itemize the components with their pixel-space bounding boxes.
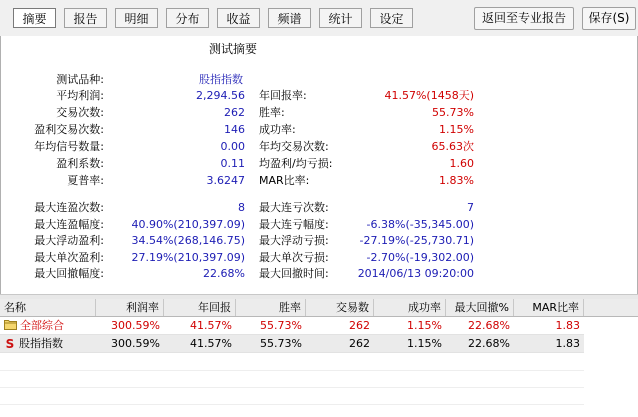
results-table <box>0 299 638 417</box>
tab-spectrum[interactable]: 频谱 <box>268 8 311 28</box>
right-metric-value: -6.38%(-35,345.00) <box>366 217 474 231</box>
left-metric-label: 交易次数: <box>56 106 104 119</box>
col-mar-ratio[interactable]: MAR比率 <box>514 299 584 316</box>
left-metric-value: 2,294.56 <box>196 89 245 102</box>
tab-settings[interactable]: 设定 <box>370 8 413 28</box>
summary-row <box>1 88 637 104</box>
cell-annual-return: 41.57% <box>190 337 232 350</box>
right-metric-label: 年均交易次数: <box>259 140 329 153</box>
right-metric-label: 最大回撤时间: <box>259 267 329 280</box>
cell-profit-rate: 300.59% <box>111 319 160 332</box>
table-row[interactable] <box>0 335 584 353</box>
right-metric-label: 最大浮动亏损: <box>259 234 329 247</box>
cell-success-rate: 1.15% <box>407 337 442 350</box>
left-metric-label: 盈利系数: <box>56 157 104 170</box>
left-metric-value: 262 <box>224 106 245 119</box>
right-metric-value: 55.73% <box>432 106 474 119</box>
summary-row <box>1 105 637 121</box>
right-metric-value: 65.63次 <box>431 140 474 153</box>
right-metric-value: 1.15% <box>439 123 474 136</box>
toolbar <box>0 0 638 37</box>
left-metric-value: 0.00 <box>220 140 245 153</box>
right-metric-label: 胜率: <box>259 106 285 119</box>
row-name-text: 全部综合 <box>20 319 64 332</box>
right-metric-value: 2014/06/13 09:20:00 <box>357 267 474 280</box>
left-metric-value: 22.68% <box>203 267 245 280</box>
folder-icon <box>4 318 17 335</box>
left-metric-value: 40.90%(210,397.09) <box>131 217 245 231</box>
col-max-drawdown[interactable]: 最大回撤% <box>446 299 514 316</box>
right-metric-value: 1.83% <box>439 174 474 187</box>
left-metric-value: 0.11 <box>220 157 245 170</box>
left-metric-label: 最大回撤幅度: <box>34 267 104 280</box>
col-success-rate[interactable]: 成功率 <box>374 299 446 316</box>
left-metric-label: 年均信号数量: <box>34 140 104 153</box>
left-metric-label: 平均利润: <box>56 89 104 102</box>
variety-label: 测试品种: <box>56 73 104 86</box>
right-metric-label: 最大连亏幅度: <box>259 217 329 231</box>
summary-row <box>1 250 637 266</box>
right-metric-value: -2.70%(-19,302.00) <box>366 250 474 264</box>
variety-value: 股指指数 <box>199 73 243 86</box>
right-metric-label: 最大单次亏损: <box>259 250 329 264</box>
cell-win-rate: 55.73% <box>260 337 302 350</box>
col-win-rate[interactable]: 胜率 <box>236 299 306 316</box>
s-icon: S <box>5 336 15 351</box>
left-metric-label: 盈利交易次数: <box>34 123 104 136</box>
right-metric-value: 1.60 <box>449 157 474 170</box>
summary-panel <box>0 36 638 295</box>
right-metric-value: -27.19%(-25,730.71) <box>359 234 474 247</box>
cell-trades: 262 <box>349 319 370 332</box>
row-name-cell <box>0 335 96 352</box>
summary-row <box>1 173 637 189</box>
variety-row <box>1 72 637 88</box>
cell-annual-return: 41.57% <box>190 319 232 332</box>
right-metric-value: 41.57%(1458天) <box>384 89 474 102</box>
left-metric-label: 夏普率: <box>67 174 104 187</box>
summary-row <box>1 233 637 249</box>
left-metric-value: 34.54%(268,146.75) <box>131 234 245 247</box>
summary-row <box>1 217 637 233</box>
cell-max-drawdown: 22.68% <box>468 337 510 350</box>
tab-report[interactable]: 报告 <box>64 8 107 28</box>
right-metric-label: 成功率: <box>259 123 296 136</box>
save-button[interactable]: 保存(S) <box>582 7 636 30</box>
grid-line <box>0 387 584 388</box>
cell-win-rate: 55.73% <box>260 319 302 332</box>
right-metric-value: 7 <box>467 201 474 214</box>
summary-title: 测试摘要 <box>209 42 258 56</box>
left-metric-label: 最大连盈幅度: <box>34 217 104 231</box>
grid-line <box>0 370 584 371</box>
grid-line <box>0 404 584 405</box>
back-to-pro-report-button[interactable]: 返回至专业报告 <box>474 7 574 30</box>
left-metric-label: 最大单次盈利: <box>34 250 104 264</box>
tab-distribution[interactable]: 分布 <box>166 8 209 28</box>
table-header <box>0 299 638 317</box>
left-metric-label: 最大连盈次数: <box>34 201 104 214</box>
left-metric-value: 27.19%(210,397.09) <box>131 250 245 264</box>
left-metric-value: 146 <box>224 123 245 136</box>
col-profit-rate[interactable]: 利润率 <box>96 299 164 316</box>
table-row[interactable] <box>0 317 584 335</box>
right-metric-label: MAR比率: <box>259 174 310 187</box>
col-name[interactable]: 名称 <box>0 299 96 316</box>
cell-max-drawdown: 22.68% <box>468 319 510 332</box>
left-metric-label: 最大浮动盈利: <box>34 234 104 247</box>
cell-mar-ratio: 1.83 <box>555 319 580 332</box>
row-name-cell <box>0 317 96 334</box>
summary-row <box>1 266 637 282</box>
left-metric-value: 8 <box>238 201 245 214</box>
tab-returns[interactable]: 收益 <box>217 8 260 28</box>
cell-mar-ratio: 1.83 <box>555 337 580 350</box>
col-annual-return[interactable]: 年回报 <box>164 299 236 316</box>
tab-statistics[interactable]: 统计 <box>319 8 362 28</box>
cell-profit-rate: 300.59% <box>111 337 160 350</box>
tab-summary[interactable]: 摘要 <box>13 8 56 28</box>
row-name-text: 股指指数 <box>19 337 63 350</box>
right-metric-label: 年回报率: <box>259 89 307 102</box>
cell-success-rate: 1.15% <box>407 319 442 332</box>
cell-trades: 262 <box>349 337 370 350</box>
summary-row <box>1 156 637 172</box>
col-trades[interactable]: 交易数 <box>306 299 374 316</box>
right-metric-label: 均盈利/均亏损: <box>259 157 333 170</box>
summary-row <box>1 200 637 216</box>
summary-row <box>1 139 637 155</box>
summary-row <box>1 122 637 138</box>
tab-detail[interactable]: 明细 <box>115 8 158 28</box>
left-metric-value: 3.6247 <box>206 174 245 187</box>
right-metric-label: 最大连亏次数: <box>259 201 329 214</box>
